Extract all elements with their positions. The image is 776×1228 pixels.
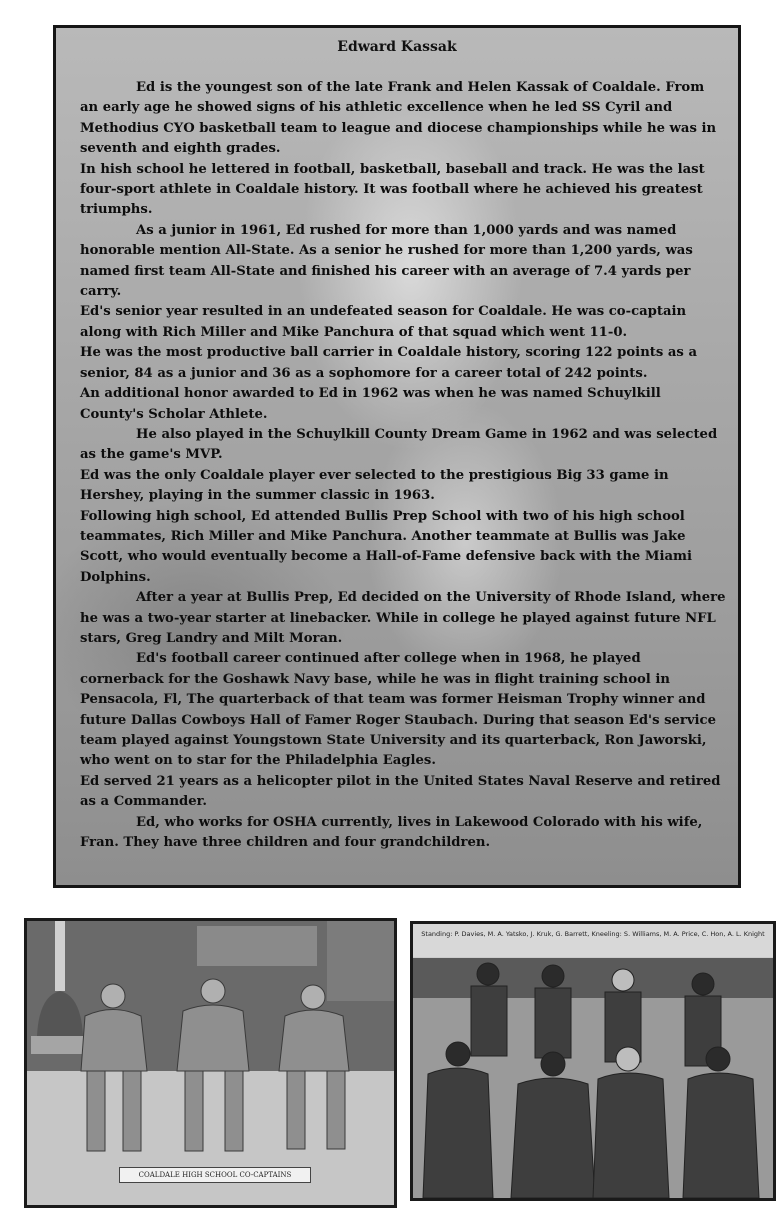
captains-photo-image (27, 921, 394, 1205)
article-paragraph: As a junior in 1961, Ed rushed for more than 1,000 yards and was named honorable mention All-State. As a senior he rushed for more than 1,200 yards, was named first team All-State and finished his career with an average of 7.4 yards per carry. (80, 222, 693, 300)
article-paragraph: Ed, who works for OSHA currently, lives in Lakewood Colorado with his wife, Fran. They have three children and four grandchildren. (80, 814, 703, 851)
article-title: Edward Kassak (337, 39, 457, 55)
cheerleaders-photo (410, 921, 776, 1201)
article-paragraph: He also played in the Schuylkill County Dream Game in 1962 and was selected as the game's MVP. (80, 426, 718, 463)
article-paragraph: Ed's senior year resulted in an undefeated season for Coaldale. He was co-captain along with Rich Miller and Mike Panchura of that squad which went 11-0. (80, 304, 687, 340)
article-paragraph: Ed is the youngest son of the late Frank and Helen Kassak of Coaldale. From an early age he showed signs of his athletic excellence when he led SS Cyril and Methodius CYO basketball team to league and diocese championships while he was in seventh and eighth grades. (80, 80, 717, 157)
article-paragraph: In hish school he lettered in football, basketball, baseball and track. He was the last four-sport athlete in Coaldale history. It was football where he achieved his greatest triumphs. (80, 161, 705, 218)
article-paragraph: Following high school, Ed attended Bullis Prep School with two of his high school teammates, Rich Miller and Mike Panchura. Another teammate at Bullis was Jake Scott, who would eventually become a Hall-of-Fame defensive back with the Miami Dolphins. (80, 508, 693, 585)
article-paragraph: He was the most productive ball carrier in Coaldale history, scoring 122 points as a senior, 84 as a junior and 36 as a sophomore for a career total of 242 points. (80, 345, 697, 381)
cheerleaders-photo-image (413, 924, 773, 1198)
article-body (80, 78, 726, 853)
cheerleaders-photo-caption: Standing: P. Davies, M. A. Yatsko, J. Kruk, G. Barrett, Kneeling: S. Williams, M. A. Price, C. Hon, A. L. Knight (421, 930, 765, 938)
article-paragraph: Ed was the only Coaldale player ever selected to the prestigious Big 33 game in Hershey, playing in the summer classic in 1963. (80, 467, 669, 504)
captains-photo-caption: COALDALE HIGH SCHOOL CO-CAPTAINS (119, 1167, 311, 1183)
article-paragraph: Ed served 21 years as a helicopter pilot in the United States Naval Reserve and retired as a Commander. (80, 773, 721, 810)
bio-panel (53, 25, 741, 888)
article-paragraph: An additional honor awarded to Ed in 1962 was when he was named Schuylkill County's Scholar Athlete. (80, 386, 661, 422)
article-paragraph: After a year at Bullis Prep, Ed decided on the University of Rhode Island, where he was a two-year starter at linebacker. While in college he played against future NFL stars, Greg Landry and Milt Moran. (80, 590, 726, 646)
team-captains-photo (24, 918, 397, 1208)
article-paragraph: Ed's football career continued after college when in 1968, he played cornerback for the Goshawk Navy base, while he was in flight training school in Pensacola, Fl, The quarterback of that team was former Heisman Trophy winner and future Dallas Cowboys Hall of Famer Roger Staubach. During that season Ed's service team played against Youngstown State University and its quarterback, Ron Jaworski, who went on to star for the Philadelphia Eagles. (80, 651, 716, 769)
